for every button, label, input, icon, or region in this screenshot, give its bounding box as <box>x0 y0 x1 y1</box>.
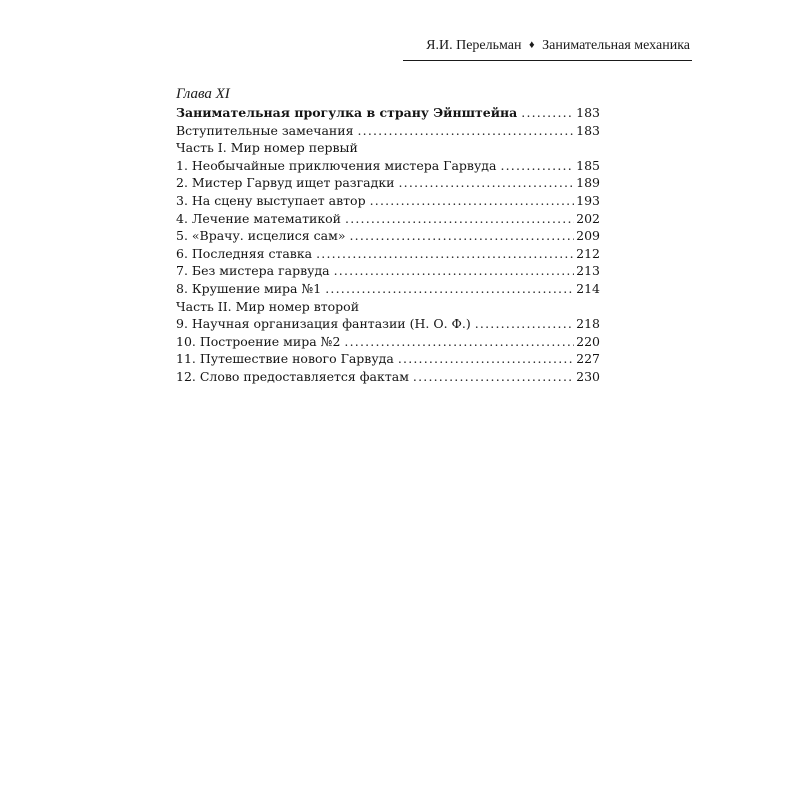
toc-entry-title: Вступительные замечания <box>176 122 354 138</box>
toc-entry-page: 214 <box>576 280 600 296</box>
toc-entry[interactable] <box>176 315 600 333</box>
toc-entry[interactable] <box>176 280 600 298</box>
dot-leader <box>500 157 574 175</box>
toc-entry-page: 230 <box>576 368 600 384</box>
toc-part-heading <box>176 139 600 157</box>
diamond-separator-icon: ♦ <box>528 39 535 51</box>
toc-entry-page: 183 <box>576 122 600 138</box>
dot-leader <box>475 315 574 333</box>
table-of-contents <box>176 104 600 386</box>
header-book-title: Занимательная механика <box>542 38 690 53</box>
toc-entry-page: 202 <box>576 210 600 226</box>
dot-leader <box>521 104 574 122</box>
toc-entry-title: 6. Последняя ставка <box>176 245 313 261</box>
toc-entry-page: 185 <box>576 157 600 173</box>
toc-entry[interactable] <box>176 262 600 280</box>
toc-entry-page: 189 <box>576 175 600 191</box>
toc-entry-page: 218 <box>576 316 600 332</box>
toc-entry-title: 12. Слово предоставляется фактам <box>176 368 409 384</box>
toc-entry-title: 8. Крушение мира №1 <box>176 280 322 296</box>
toc-entry[interactable] <box>176 157 600 175</box>
toc-entry[interactable] <box>176 104 600 122</box>
toc-entry-page: 227 <box>576 351 600 367</box>
header-rule <box>403 60 692 61</box>
dot-leader <box>413 368 574 386</box>
toc-entry-page: 220 <box>576 333 600 349</box>
toc-entry-title: 11. Путешествие нового Гарвуда <box>176 351 394 367</box>
toc-entry-title: Занимательная прогулка в страну Эйнштейна <box>176 105 518 120</box>
toc-entry-page: 193 <box>576 192 600 208</box>
toc-entry-title: 9. Научная организация фантазии (Н. О. Ф.) <box>176 316 471 332</box>
toc-entry-title: 4. Лечение математикой <box>176 210 342 226</box>
toc-entry-title: 5. «Врачу. исцелися сам» <box>176 228 346 244</box>
toc-part-title: Часть II. Мир номер второй <box>176 298 360 314</box>
running-head <box>330 38 690 54</box>
dot-leader <box>398 174 574 192</box>
toc-entry-page: 183 <box>576 105 600 120</box>
toc-entry[interactable] <box>176 174 600 192</box>
dot-leader <box>349 227 574 245</box>
toc-entry-title: 1. Необычайные приключения мистера Гарвуда <box>176 157 497 173</box>
header-author: Я.И. Перельман <box>426 38 522 53</box>
dot-leader <box>316 245 574 263</box>
toc-entry[interactable] <box>176 245 600 263</box>
dot-leader <box>345 210 574 228</box>
dot-leader <box>398 350 574 368</box>
chapter-label: Глава XI <box>176 86 230 102</box>
toc-entry-page: 209 <box>576 228 600 244</box>
dot-leader <box>325 280 574 298</box>
toc-entry-title: 2. Мистер Гарвуд ищет разгадки <box>176 175 395 191</box>
toc-entry-title: 10. Построение мира №2 <box>176 333 341 349</box>
toc-entry-page: 212 <box>576 245 600 261</box>
dot-leader <box>334 262 575 280</box>
toc-entry[interactable] <box>176 227 600 245</box>
dot-leader <box>344 333 574 351</box>
toc-entry[interactable] <box>176 210 600 228</box>
toc-part-heading <box>176 298 600 316</box>
dot-leader <box>370 192 575 210</box>
toc-entry[interactable] <box>176 192 600 210</box>
dot-leader <box>357 122 574 140</box>
toc-entry[interactable] <box>176 122 600 140</box>
toc-part-title: Часть I. Мир номер первый <box>176 140 358 156</box>
toc-entry[interactable] <box>176 333 600 351</box>
toc-entry[interactable] <box>176 350 600 368</box>
toc-entry-page: 213 <box>576 263 600 279</box>
toc-entry-title: 7. Без мистера гарвуда <box>176 263 330 279</box>
toc-entry[interactable] <box>176 368 600 386</box>
toc-entry-title: 3. На сцену выступает автор <box>176 192 366 208</box>
